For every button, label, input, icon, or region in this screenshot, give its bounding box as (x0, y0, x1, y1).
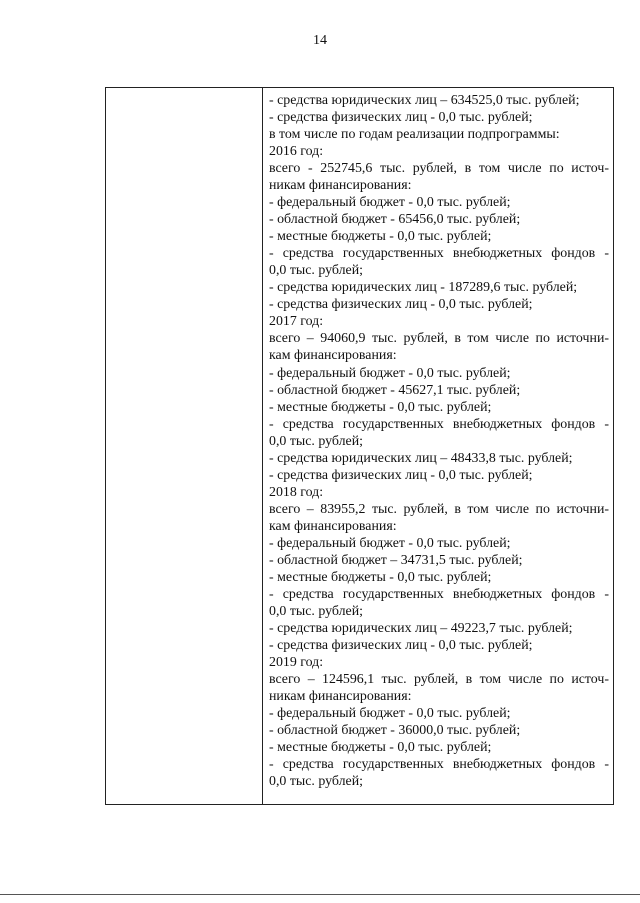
table-line: - средства государственных внебюджетных фондов - (269, 416, 609, 432)
table-line: - областной бюджет - 36000,0 тыс. рублей; (269, 723, 521, 739)
table-line: всего - 252745,6 тыс. рублей, в том числе по источ- (269, 161, 609, 177)
funding-table (105, 87, 614, 805)
table-line: 0,0 тыс. рублей; (269, 433, 363, 449)
column-divider (262, 88, 263, 804)
table-line: 0,0 тыс. рублей; (269, 603, 363, 619)
table-line: 0,0 тыс. рублей; (269, 774, 363, 790)
table-line: - федеральный бюджет - 0,0 тыс. рублей; (269, 706, 511, 722)
table-line: кам финансирования: (269, 518, 397, 534)
table-line: - средства государственных внебюджетных фондов - (269, 757, 609, 773)
table-line: 2017 год: (269, 314, 324, 330)
page-number: 14 (313, 33, 327, 48)
table-line: 0,0 тыс. рублей; (269, 263, 363, 279)
table-line: - средства государственных внебюджетных фондов - (269, 586, 609, 602)
table-line: кам финансирования: (269, 348, 397, 364)
table-line: всего – 83955,2 тыс. рублей, в том числе по источни- (269, 501, 609, 517)
table-line: - средства юридических лиц - 187289,6 тыс. рублей; (269, 280, 578, 296)
table-line: - областной бюджет - 45627,1 тыс. рублей; (269, 382, 521, 398)
table-line: - средства физических лиц - 0,0 тыс. рублей; (269, 297, 533, 313)
table-line: - средства государственных внебюджетных фондов - (269, 246, 609, 262)
table-line: - средства юридических лиц – 634525,0 тыс. рублей; (269, 93, 580, 108)
table-line: - федеральный бюджет - 0,0 тыс. рублей; (269, 365, 511, 381)
table-line: всего – 94060,9 тыс. рублей, в том числе по источни- (269, 331, 609, 347)
table-line: - средства физических лиц - 0,0 тыс. рублей; (269, 638, 533, 653)
table-line: - средства юридических лиц – 49223,7 тыс. рублей; (269, 620, 573, 636)
table-line: - средства юридических лиц – 48433,8 тыс. рублей; (269, 450, 573, 466)
table-line: - средства физических лиц - 0,0 тыс. рублей; (269, 110, 533, 126)
table-line: - средства физических лиц - 0,0 тыс. рублей; (269, 467, 533, 483)
bottom-rule (0, 894, 640, 895)
table-line: - федеральный бюджет - 0,0 тыс. рублей; (269, 535, 511, 551)
table-line: 2016 год: (269, 144, 324, 160)
table-line: - областной бюджет – 34731,5 тыс. рублей; (269, 552, 523, 568)
table-line: 2019 год: (269, 655, 324, 671)
table-line: - областной бюджет - 65456,0 тыс. рублей; (269, 212, 521, 228)
table-line: 2018 год: (269, 484, 324, 500)
table-line: в том числе по годам реализации подпрограммы: (269, 127, 560, 143)
table-line: - местные бюджеты - 0,0 тыс. рублей; (269, 569, 492, 585)
table-line: никам финансирования: (269, 689, 412, 705)
table-line: - федеральный бюджет - 0,0 тыс. рублей; (269, 195, 511, 211)
table-line: - местные бюджеты - 0,0 тыс. рублей; (269, 229, 492, 245)
table-line: всего – 124596,1 тыс. рублей, в том числе по источ- (269, 672, 609, 688)
table-line: никам финансирования: (269, 178, 412, 194)
table-line: - местные бюджеты - 0,0 тыс. рублей; (269, 740, 492, 756)
table-line: - местные бюджеты - 0,0 тыс. рублей; (269, 399, 492, 415)
table-content-cell (269, 92, 609, 790)
